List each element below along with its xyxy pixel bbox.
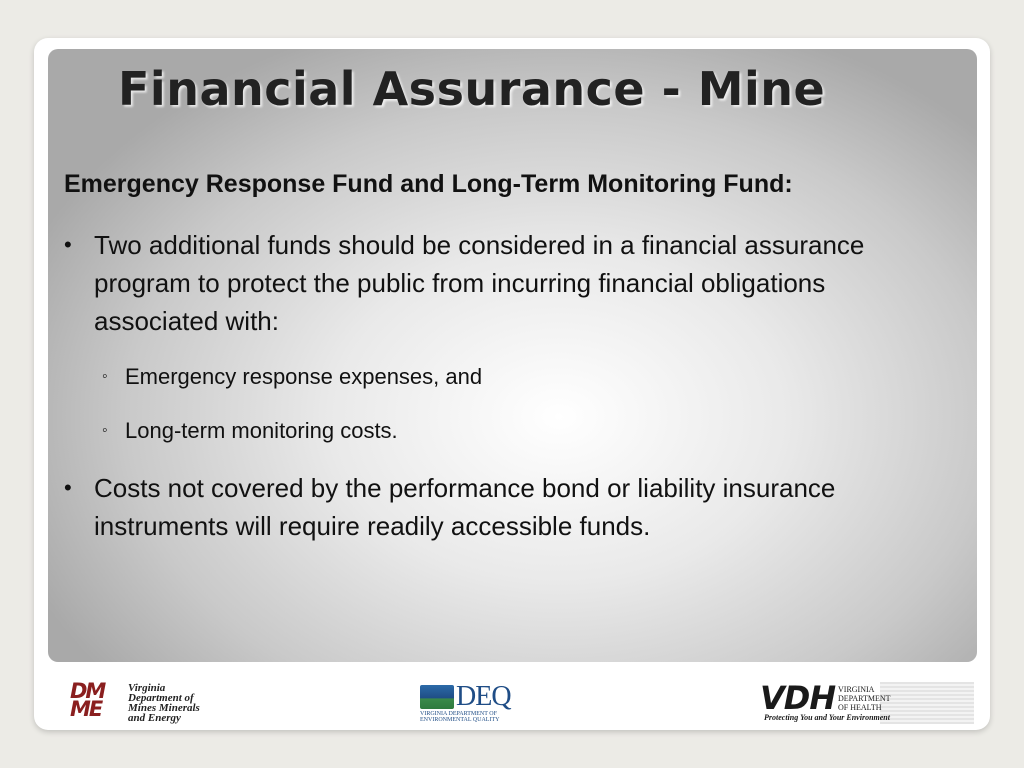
vdh-stack-line: VIRGINIA [838,685,875,694]
dmme-logo-text [128,683,218,723]
vdh-stack-line: OF HEALTH [838,703,882,712]
bullet-item [64,469,944,545]
deq-tag-line: ENVIRONMENTAL QUALITY [420,717,500,723]
bullet-text: Two additional funds should be considered in a financial assurance program to protect the public from incurring financial obligations associated with: [94,230,865,336]
deq-logo-word: DEQ [456,681,511,712]
section-subheading: Emergency Response Fund and Long-Term Monitoring Fund: [64,170,793,198]
content-panel [48,49,977,662]
slide-title: Financial Assurance - Mine [118,62,826,116]
sub-bullet-text: Long-term monitoring costs. [125,418,398,443]
bullet-marker: • [64,475,72,500]
sub-bullet-item [102,362,922,392]
vdh-logo-stripes [880,682,974,724]
dmme-line: and Energy [128,712,181,724]
deq-wave-icon [420,685,454,709]
vdh-logo-slogan: Protecting You and Your Environment [764,713,890,722]
bullet-text: Costs not covered by the performance bond or liability insurance instruments will require readily accessible funds. [94,473,836,541]
dmme-logo-mark: DM ME [70,679,105,721]
vdh-stack-line: DEPARTMENT [838,694,891,703]
deq-tag-line: VIRGINIA DEPARTMENT OF [420,711,497,717]
vdh-logo [760,679,974,724]
sub-bullet-marker: ◦ [102,368,108,385]
vdh-logo-letters: VDH [760,679,836,717]
deq-logo [420,683,516,723]
vdh-logo-stack [838,685,891,712]
deq-logo-tagline [420,711,516,723]
bullet-marker: • [64,232,72,257]
sub-bullet-item [102,416,922,446]
dmme-line: Virginia [128,682,166,694]
sub-bullet-text: Emergency response expenses, and [125,364,483,389]
dmme-logo [70,680,210,724]
bullet-item [64,226,944,340]
dmme-line: Department of [128,692,194,704]
sub-bullet-marker: ◦ [102,422,108,439]
dmme-line: Mines Minerals [128,702,200,714]
